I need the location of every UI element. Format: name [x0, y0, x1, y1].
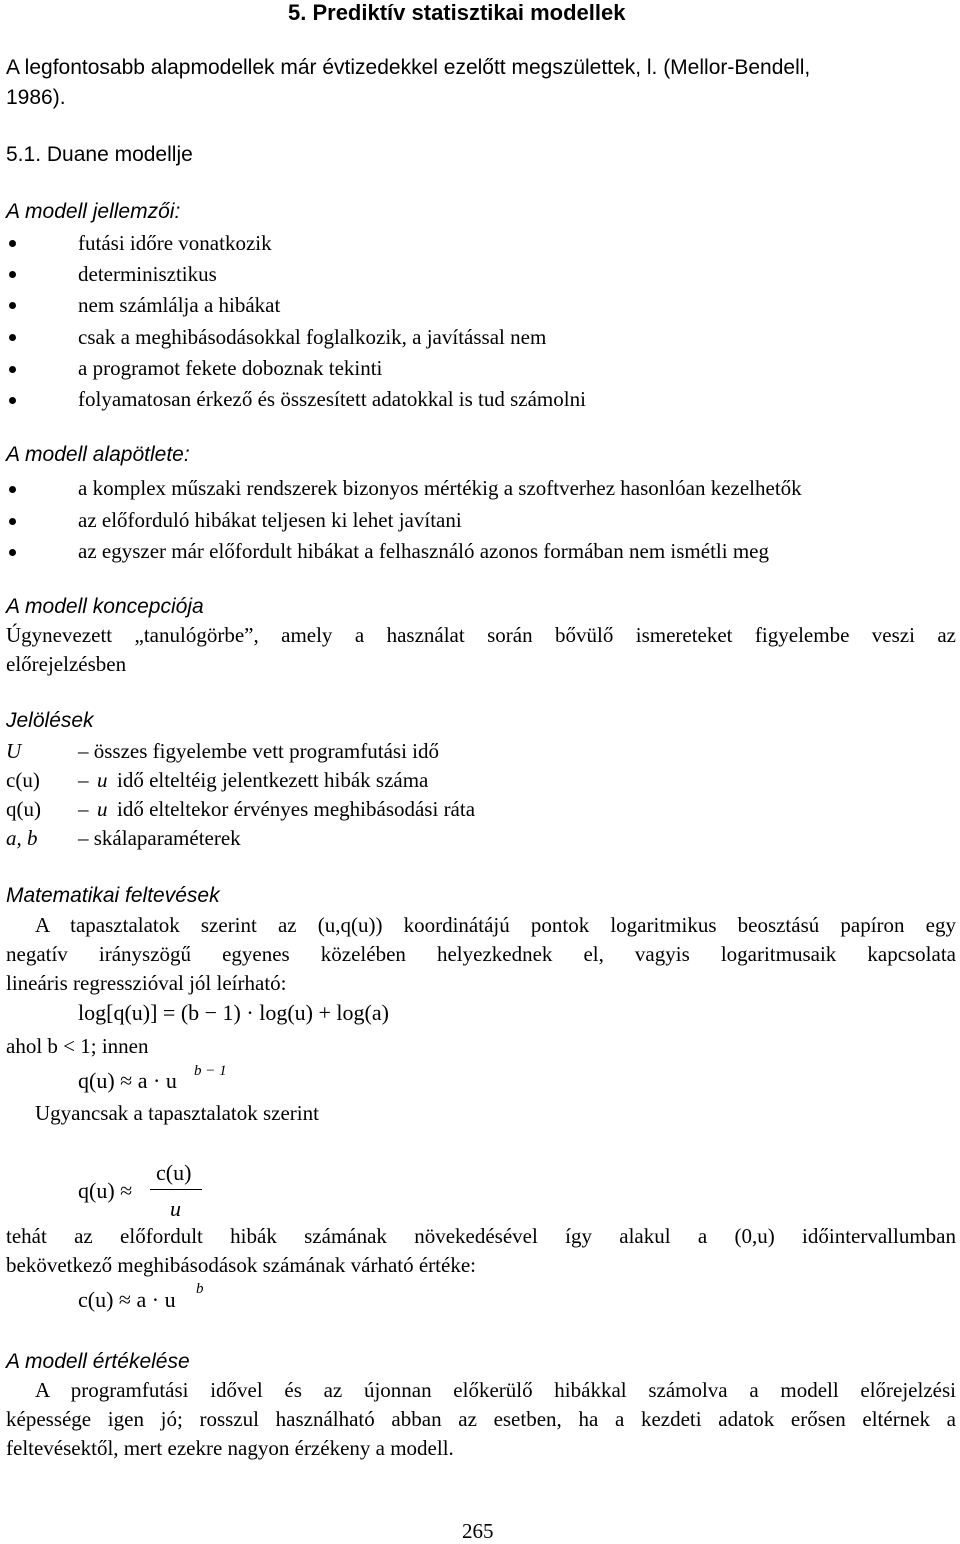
formula-numerator: c(u): [156, 1160, 192, 1185]
list-item: az egyszer már előfordult hibákat a felhasználó azonos formában nem ismétli meg: [78, 539, 769, 563]
list-item: folyamatosan érkező és összesített adatokkal is tud számolni: [78, 387, 586, 411]
bullet-icon: [9, 366, 16, 373]
characteristics-heading: A modell jellemzői:: [6, 200, 181, 223]
math-para2-line-1: tehát az előfordult hibák számának növekedésével így alakul a (0,u) időintervallumban: [6, 1224, 956, 1248]
subsection-title: 5.1. Duane modellje: [6, 143, 193, 166]
evaluation-line-2: képessége igen jó; rosszul használható abban az esetben, ha a kezdeti adatok erősen eltérnek a: [6, 1407, 956, 1431]
notation-desc: – összes figyelembe vett programfutási idő: [78, 739, 439, 763]
bullet-icon: [9, 486, 16, 493]
math-para-line-1: A tapasztalatok szerint az (u,q(u)) koordinátájú pontok logaritmikus beosztású papíron egy: [35, 913, 956, 937]
evaluation-heading: A modell értékelése: [6, 1350, 190, 1373]
notation-desc-var: u: [97, 768, 108, 792]
math-para-line-2: negatív irányszögű egyenes közelében helyezkednek el, vagyis logaritmusaik kapcsolata: [6, 942, 956, 966]
list-item: csak a meghibásodásokkal foglalkozik, a javítással nem: [78, 325, 547, 349]
page-number: 265: [462, 1519, 494, 1543]
notation-symbol: U: [6, 739, 22, 763]
also-text: Ugyancsak a tapasztalatok szerint: [35, 1101, 319, 1125]
concept-heading: A modell koncepciója: [6, 595, 204, 618]
notation-desc-dash: –: [78, 797, 89, 821]
bullet-icon: [9, 397, 16, 404]
bullet-icon: [9, 302, 16, 309]
formula-rate-exponent: b − 1: [194, 1063, 227, 1079]
basic-idea-heading: A modell alapötlete:: [6, 443, 190, 466]
concept-line-2: előrejelzésben: [6, 652, 127, 676]
evaluation-line-1: A programfutási idővel és az újonnan előkerülő hibákkal számolva a modell előrejelzési: [35, 1378, 956, 1402]
evaluation-line-3: feltevésektől, mert ezekre nagyon érzékeny a modell.: [6, 1436, 454, 1460]
list-item: determinisztikus: [78, 262, 217, 286]
bullet-icon: [9, 271, 16, 278]
math-para-line-3: lineáris regresszióval jól leírható:: [6, 971, 287, 995]
intro-line-1: A legfontosabb alapmodellek már évtizedekkel ezelőtt megszülettek, l. (Mellor-Bendell,: [6, 56, 811, 79]
notation-desc: idő elteltekor érvényes meghibásodási ráta: [117, 797, 476, 821]
notation-symbol: a, b: [6, 826, 38, 850]
concept-line-1: Úgynevezett „tanulógörbe”, amely a használat során bővülő ismereteket figyelembe veszi az: [6, 623, 956, 647]
list-item: futási időre vonatkozik: [78, 231, 272, 255]
math-heading: Matematikai feltevések: [6, 884, 220, 907]
formula-expected-exponent: b: [196, 1281, 204, 1297]
formula-rate-ratio: q(u) ≈: [78, 1178, 133, 1203]
notation-symbol: q(u): [6, 797, 41, 821]
where-text: ahol b < 1; innen: [6, 1034, 149, 1058]
formula-rate: q(u) ≈ a · u: [78, 1068, 177, 1093]
notation-desc-var: u: [97, 797, 108, 821]
notation-desc: – skálaparaméterek: [78, 826, 241, 850]
bullet-icon: [9, 240, 16, 247]
fraction-bar: [150, 1189, 202, 1190]
list-item: nem számlálja a hibákat: [78, 293, 281, 317]
formula-regression: log[q(u)] = (b − 1) · log(u) + log(a): [78, 1000, 389, 1025]
math-para2-line-2: bekövetkező meghibásodások számának várható értéke:: [6, 1253, 476, 1277]
formula-expected: c(u) ≈ a · u: [78, 1287, 176, 1312]
notation-symbol: c(u): [6, 768, 40, 792]
list-item: a programot fekete doboznak tekinti: [78, 356, 383, 380]
list-item: az előforduló hibákat teljesen ki lehet javítani: [78, 508, 462, 532]
bullet-icon: [9, 518, 16, 525]
intro-line-2: 1986).: [6, 86, 66, 109]
notation-desc-dash: –: [78, 768, 89, 792]
list-item: a komplex műszaki rendszerek bizonyos mértékig a szoftverhez hasonlóan kezelhetők: [78, 476, 802, 500]
notation-desc: idő elteltéig jelentkezett hibák száma: [117, 768, 429, 792]
notation-heading: Jelölések: [6, 709, 94, 732]
formula-denominator: u: [170, 1196, 181, 1221]
bullet-icon: [9, 549, 16, 556]
bullet-icon: [9, 334, 16, 341]
page-title: 5. Prediktív statisztikai modellek: [288, 0, 626, 25]
